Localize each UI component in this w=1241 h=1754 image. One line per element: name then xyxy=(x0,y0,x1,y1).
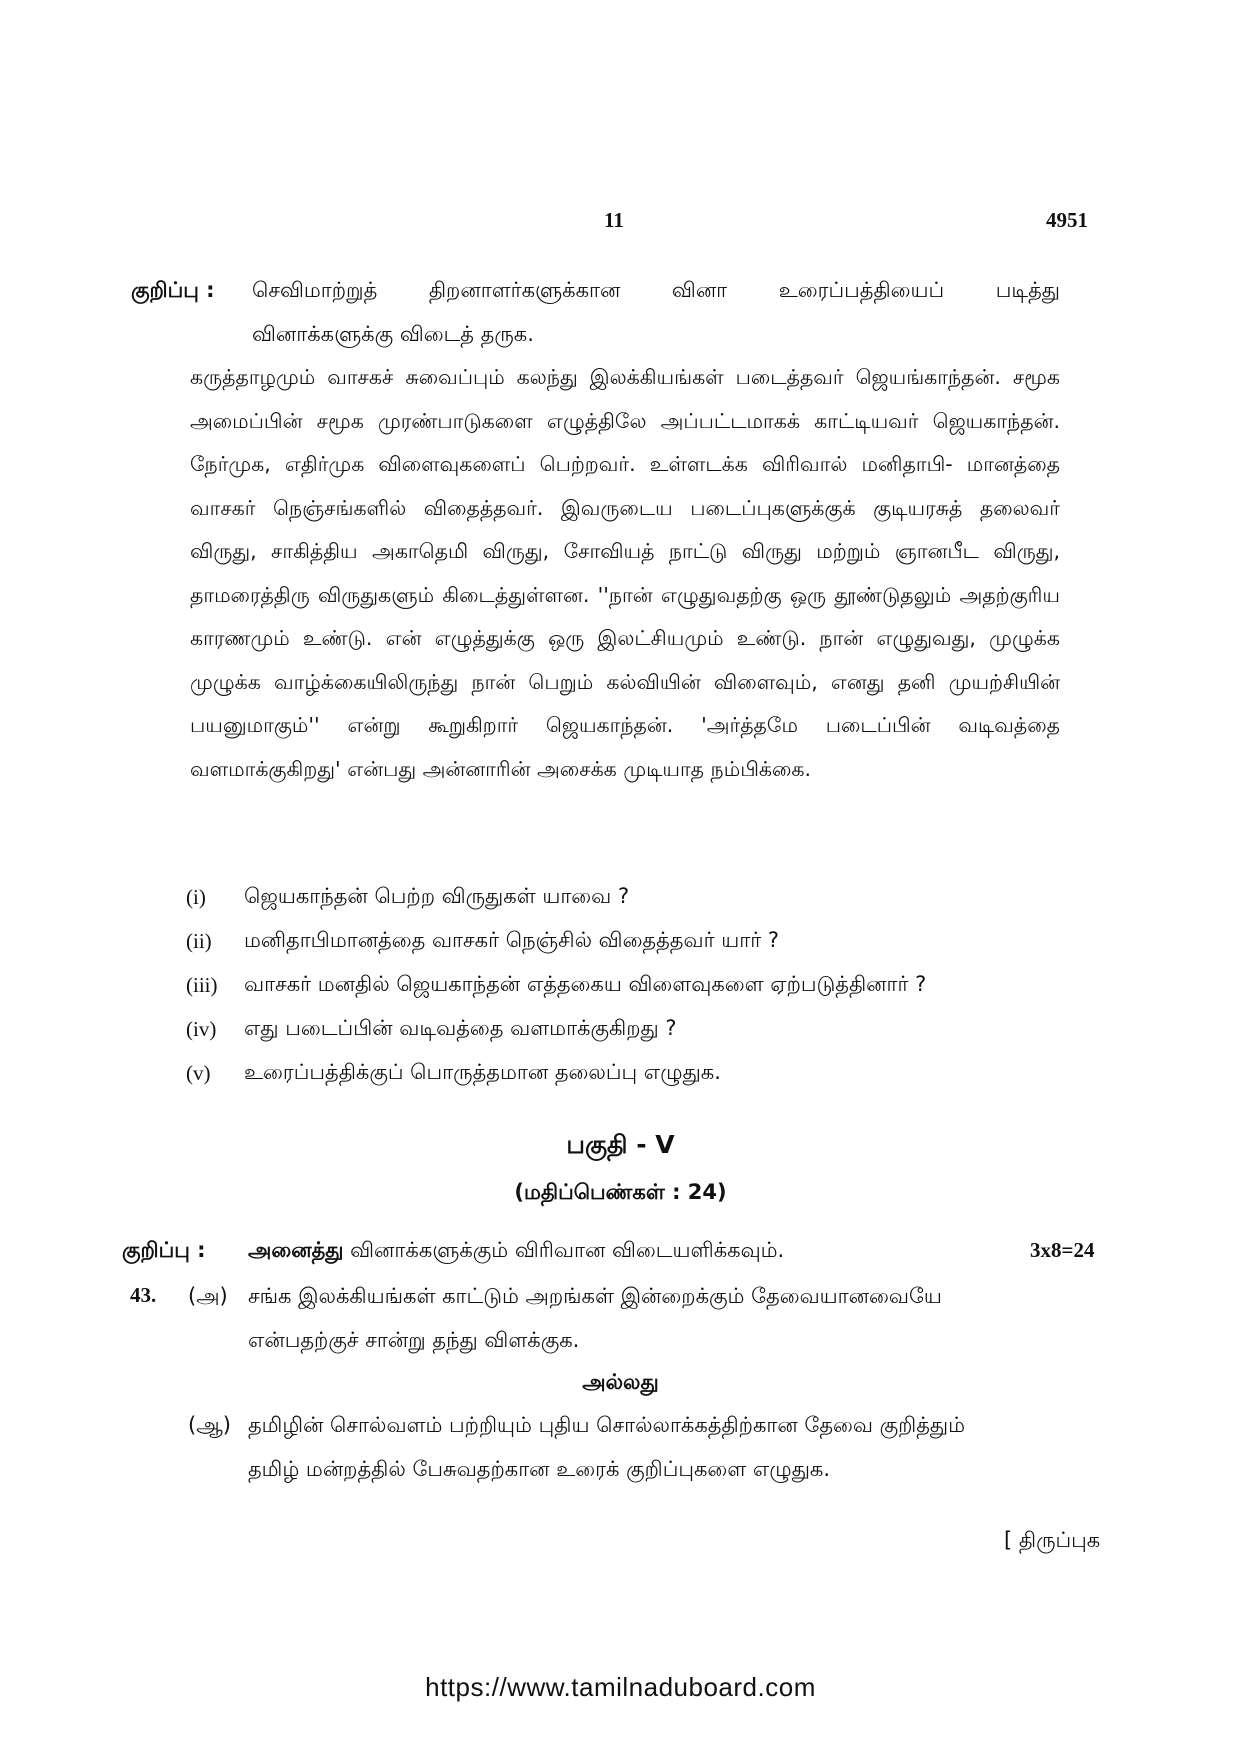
section-title: பகுதி - V xyxy=(566,1130,675,1159)
note-line-2: வினாக்களுக்கு விடைத் தருக. xyxy=(252,322,534,346)
question-number: (ii) xyxy=(186,928,212,953)
instruction xyxy=(248,1228,784,1272)
question-number: (iv) xyxy=(186,1016,217,1041)
option-a-line-1: சங்க இலக்கியங்கள் காட்டும் அறங்கள் இன்றைக்கும் தேவையானவையே xyxy=(248,1284,942,1308)
turn-over-note: [ திருப்புக xyxy=(1004,1528,1101,1552)
instruction-emphasis: அனைத்து xyxy=(248,1238,344,1262)
option-b-line-2: தமிழ் மன்றத்தில் பேசுவதற்கான உரைக் குறிப்புகளை எழுதுக. xyxy=(248,1457,831,1481)
score-formula: 3x8=24 xyxy=(1030,1238,1095,1262)
page-number: 11 xyxy=(604,208,624,232)
question-number: (iii) xyxy=(186,972,218,997)
footer-url: https://www.tamilnaduboard.com xyxy=(425,1672,816,1702)
question-text: மனிதாபிமானத்தை வாசகர் நெஞ்சில் விதைத்தவர் யார் ? xyxy=(244,927,779,952)
question-43-number: 43. xyxy=(130,1283,157,1307)
note-label: குறிப்பு : xyxy=(122,1238,206,1262)
section-marks: (மதிப்பெண்கள் : 24) xyxy=(514,1180,727,1204)
question-text: எது படைப்பின் வடிவத்தை வளமாக்குகிறது ? xyxy=(244,1015,677,1040)
option-a-line-2: என்பதற்குச் சான்று தந்து விளக்குக. xyxy=(248,1328,580,1352)
option-a-label: (அ) xyxy=(188,1284,228,1308)
question-item xyxy=(186,1051,1066,1095)
question-list xyxy=(186,875,1066,1095)
question-number: (v) xyxy=(186,1060,211,1085)
comprehension-passage: கருத்தாழமும் வாசகச் சுவைப்பும் கலந்து இலக்கியங்கள் படைத்தவர் ஜெயங்காந்தன். சமூக அமைப்பின் சமூக முரண்பாடுகளை எழுத்திலே அப்பட்டமாகக் காட்டியவர் ஜெயகாந்தன். நேர்முக, எதிர்முக விளைவுகளைப் பெற்றவர். உள்ளடக்க விரிவால் மனிதாபி- மானத்தை வாசகர் நெஞ்சங்களில் விதைத்தவர். இவருடைய படைப்புகளுக்குக் குடியரசுத் தலைவர் விருது, சாகித்திய அகாதெமி விருது, சோவியத் நாட்டு விருது மற்றும் ஞானபீட விருது, தாமரைத்திரு விருதுகளும் கிடைத்துள்ளன. ''நான் எழுதுவதற்கு ஒரு தூண்டுதலும் அதற்குரிய காரணமும் உண்டு. என் எழுத்துக்கு ஒரு இலட்சியமும் உண்டு. நான் எழுதுவது, முழுக்க முழுக்க வாழ்க்கையிலிருந்து நான் பெறும் கல்வியின் விளைவும், எனது தனி முயற்சியின் பயனுமாகும்'' என்று கூறுகிறார் ஜெயகாந்தன். 'அர்த்தமே படைப்பின் வடிவத்தை வளமாக்குகிறது' என்பது அன்னாரின் அசைக்க முடியாத நம்பிக்கை. xyxy=(190,365,1061,781)
option-b-label: (ஆ) xyxy=(188,1413,231,1437)
note-line-1: செவிமாற்றுத் திறனாளர்களுக்கான வினா உரைப்பத்தியைப் படித்து xyxy=(252,278,1060,302)
question-item xyxy=(186,963,1066,1007)
question-number: (i) xyxy=(186,884,206,909)
question-text: வாசகர் மனதில் ஜெயகாந்தன் எத்தகைய விளைவுகளை ஏற்படுத்தினார் ? xyxy=(244,971,927,996)
instruction-text: வினாக்களுக்கும் விரிவான விடையளிக்கவும். xyxy=(350,1238,785,1262)
question-item xyxy=(186,919,1066,963)
or-separator: அல்லது xyxy=(582,1370,659,1394)
paper-code: 4951 xyxy=(1046,208,1088,232)
question-text: ஜெயகாந்தன் பெற்ற விருதுகள் யாவை ? xyxy=(244,883,630,908)
note-label: குறிப்பு : xyxy=(131,278,215,302)
question-text: உரைப்பத்திக்குப் பொருத்தமான தலைப்பு எழுதுக. xyxy=(244,1059,721,1084)
question-item xyxy=(186,1007,1066,1051)
question-item xyxy=(186,875,1066,919)
option-b-line-1: தமிழின் சொல்வளம் பற்றியும் புதிய சொல்லாக்கத்திற்கான தேவை குறித்தும் xyxy=(248,1413,966,1437)
